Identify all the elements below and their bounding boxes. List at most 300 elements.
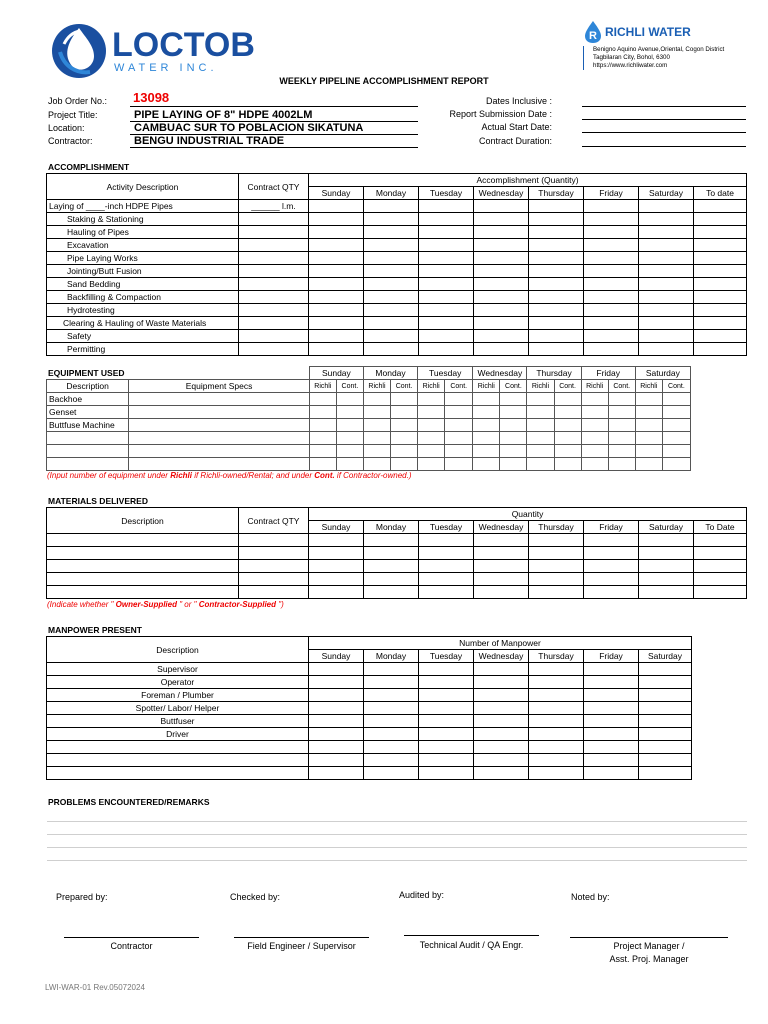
entry-cell[interactable] [527, 406, 554, 419]
entry-cell[interactable] [608, 393, 635, 406]
entry-cell[interactable] [309, 432, 336, 445]
entry-cell[interactable] [309, 702, 364, 715]
entry-cell[interactable] [694, 547, 747, 560]
entry-cell[interactable] [418, 445, 445, 458]
entry-cell[interactable] [639, 547, 694, 560]
entry-cell[interactable] [419, 317, 474, 330]
entry-cell[interactable] [529, 676, 584, 689]
entry-cell[interactable] [309, 560, 364, 573]
entry-cell[interactable] [445, 458, 473, 471]
entry-cell[interactable] [309, 715, 364, 728]
entry-cell[interactable] [129, 445, 310, 458]
entry-cell[interactable] [364, 663, 419, 676]
entry-cell[interactable] [584, 534, 639, 547]
entry-cell[interactable] [47, 573, 239, 586]
entry-cell[interactable] [473, 406, 500, 419]
entry-cell[interactable] [391, 458, 418, 471]
location-value[interactable]: CAMBUAC SUR TO POBLACION SIKATUNA [130, 122, 418, 135]
entry-cell[interactable] [336, 393, 363, 406]
entry-cell[interactable] [418, 432, 445, 445]
entry-cell[interactable] [639, 754, 692, 767]
entry-cell[interactable] [584, 226, 639, 239]
entry-cell[interactable] [694, 278, 747, 291]
entry-cell[interactable] [309, 291, 364, 304]
entry-cell[interactable] [474, 663, 529, 676]
entry-cell[interactable] [309, 547, 364, 560]
entry-cell[interactable] [419, 767, 474, 780]
entry-cell[interactable] [694, 560, 747, 573]
entry-cell[interactable] [364, 239, 419, 252]
entry-cell[interactable] [639, 252, 694, 265]
entry-cell[interactable] [584, 343, 639, 356]
entry-cell[interactable] [500, 445, 527, 458]
entry-cell[interactable] [419, 715, 474, 728]
entry-cell[interactable] [639, 702, 692, 715]
dates-field[interactable] [582, 106, 746, 107]
entry-cell[interactable] [584, 663, 639, 676]
entry-cell[interactable] [309, 767, 364, 780]
entry-cell[interactable] [364, 715, 419, 728]
entry-cell[interactable] [529, 547, 584, 560]
entry-cell[interactable] [639, 330, 694, 343]
entry-cell[interactable] [581, 406, 608, 419]
entry-cell[interactable] [419, 573, 474, 586]
entry-cell[interactable] [554, 445, 581, 458]
entry-cell[interactable] [662, 419, 690, 432]
entry-cell[interactable] [445, 432, 473, 445]
entry-cell[interactable] [364, 534, 419, 547]
entry-cell[interactable] [639, 728, 692, 741]
entry-cell[interactable] [529, 689, 584, 702]
entry-cell[interactable] [419, 278, 474, 291]
entry-cell[interactable] [309, 676, 364, 689]
remarks-line[interactable] [47, 847, 747, 848]
entry-cell[interactable] [309, 317, 364, 330]
entry-cell[interactable] [584, 741, 639, 754]
entry-cell[interactable] [529, 534, 584, 547]
entry-cell[interactable] [529, 754, 584, 767]
entry-cell[interactable] [364, 304, 419, 317]
entry-cell[interactable] [529, 728, 584, 741]
entry-cell[interactable] [527, 445, 554, 458]
entry-cell[interactable] [47, 534, 239, 547]
entry-cell[interactable] [474, 689, 529, 702]
entry-cell[interactable] [474, 676, 529, 689]
entry-cell[interactable] [694, 304, 747, 317]
entry-cell[interactable] [554, 432, 581, 445]
entry-cell[interactable] [584, 265, 639, 278]
entry-cell[interactable] [529, 278, 584, 291]
entry-cell[interactable] [364, 741, 419, 754]
entry-cell[interactable] [363, 406, 390, 419]
entry-cell[interactable] [554, 406, 581, 419]
entry-cell[interactable] [529, 663, 584, 676]
entry-cell[interactable] [662, 458, 690, 471]
entry-cell[interactable] [474, 239, 529, 252]
entry-cell[interactable] [391, 419, 418, 432]
entry-cell[interactable] [635, 432, 662, 445]
entry-cell[interactable] [309, 586, 364, 599]
entry-cell[interactable] [474, 226, 529, 239]
entry-cell[interactable] [363, 432, 390, 445]
entry-cell[interactable] [445, 419, 473, 432]
entry-cell[interactable] [364, 573, 419, 586]
entry-cell[interactable] [364, 213, 419, 226]
entry-cell[interactable] [639, 767, 692, 780]
project-value[interactable]: PIPE LAYING OF 8" HDPE 4002LM [130, 109, 418, 122]
entry-cell[interactable] [129, 432, 310, 445]
entry-cell[interactable] [309, 278, 364, 291]
entry-cell[interactable] [529, 265, 584, 278]
entry-cell[interactable] [581, 432, 608, 445]
entry-cell[interactable] [364, 291, 419, 304]
entry-cell[interactable] [581, 458, 608, 471]
entry-cell[interactable] [336, 406, 363, 419]
entry-cell[interactable] [635, 419, 662, 432]
entry-cell[interactable] [239, 265, 309, 278]
entry-cell[interactable] [336, 432, 363, 445]
entry-cell[interactable] [608, 458, 635, 471]
entry-cell[interactable] [239, 213, 309, 226]
entry-cell[interactable] [419, 702, 474, 715]
entry-cell[interactable] [639, 741, 692, 754]
entry-cell[interactable] [419, 213, 474, 226]
entry-cell[interactable] [309, 458, 336, 471]
entry-cell[interactable] [336, 419, 363, 432]
entry-cell[interactable] [309, 252, 364, 265]
entry-cell[interactable] [529, 586, 584, 599]
entry-cell[interactable] [309, 573, 364, 586]
entry-cell[interactable] [529, 343, 584, 356]
entry-cell[interactable] [474, 291, 529, 304]
entry-cell[interactable] [391, 432, 418, 445]
entry-cell[interactable] [364, 278, 419, 291]
entry-cell[interactable] [391, 406, 418, 419]
entry-cell[interactable] [584, 754, 639, 767]
entry-cell[interactable] [239, 534, 309, 547]
entry-cell[interactable] [529, 226, 584, 239]
entry-cell[interactable] [584, 291, 639, 304]
entry-cell[interactable] [474, 560, 529, 573]
entry-cell[interactable] [474, 534, 529, 547]
signature-line[interactable] [234, 937, 369, 938]
entry-cell[interactable] [419, 534, 474, 547]
entry-cell[interactable] [694, 586, 747, 599]
entry-cell[interactable] [694, 291, 747, 304]
entry-cell[interactable] [662, 393, 690, 406]
entry-cell[interactable] [639, 560, 694, 573]
entry-cell[interactable] [584, 547, 639, 560]
entry-cell[interactable] [419, 689, 474, 702]
entry-cell[interactable] [445, 406, 473, 419]
entry-cell[interactable] [364, 728, 419, 741]
entry-cell[interactable] [473, 458, 500, 471]
entry-cell[interactable] [474, 728, 529, 741]
entry-cell[interactable] [694, 317, 747, 330]
entry-cell[interactable] [309, 213, 364, 226]
entry-cell[interactable] [474, 767, 529, 780]
entry-cell[interactable] [309, 304, 364, 317]
start-field[interactable] [582, 132, 746, 133]
entry-cell[interactable] [584, 767, 639, 780]
entry-cell[interactable] [239, 226, 309, 239]
entry-cell[interactable] [419, 291, 474, 304]
entry-cell[interactable] [694, 213, 747, 226]
entry-cell[interactable] [694, 252, 747, 265]
entry-cell[interactable] [473, 432, 500, 445]
contractor-value[interactable]: BENGU INDUSTRIAL TRADE [130, 135, 418, 148]
entry-cell[interactable] [554, 458, 581, 471]
entry-cell[interactable] [336, 445, 363, 458]
entry-cell[interactable] [584, 676, 639, 689]
entry-cell[interactable] [473, 445, 500, 458]
entry-cell[interactable] [639, 304, 694, 317]
entry-cell[interactable] [584, 702, 639, 715]
entry-cell[interactable] [473, 393, 500, 406]
entry-cell[interactable] [419, 586, 474, 599]
entry-cell[interactable] [500, 406, 527, 419]
entry-cell[interactable] [239, 330, 309, 343]
entry-cell[interactable] [364, 689, 419, 702]
entry-cell[interactable] [419, 343, 474, 356]
entry-cell[interactable] [527, 419, 554, 432]
entry-cell[interactable] [309, 754, 364, 767]
entry-cell[interactable] [662, 445, 690, 458]
entry-cell[interactable] [608, 432, 635, 445]
entry-cell[interactable] [419, 226, 474, 239]
entry-cell[interactable] [391, 393, 418, 406]
entry-cell[interactable] [364, 226, 419, 239]
entry-cell[interactable] [239, 317, 309, 330]
entry-cell[interactable] [364, 767, 419, 780]
entry-cell[interactable] [309, 445, 336, 458]
entry-cell[interactable] [529, 252, 584, 265]
entry-cell[interactable] [639, 213, 694, 226]
entry-cell[interactable] [529, 304, 584, 317]
entry-cell[interactable] [500, 419, 527, 432]
entry-cell[interactable] [309, 741, 364, 754]
entry-cell[interactable] [309, 406, 336, 419]
entry-cell[interactable] [584, 330, 639, 343]
entry-cell[interactable] [529, 573, 584, 586]
entry-cell[interactable] [129, 393, 310, 406]
entry-cell[interactable] [418, 458, 445, 471]
entry-cell[interactable] [239, 239, 309, 252]
entry-cell[interactable] [364, 330, 419, 343]
entry-cell[interactable] [309, 226, 364, 239]
entry-cell[interactable] [419, 754, 474, 767]
entry-cell[interactable] [529, 767, 584, 780]
job-order-value[interactable]: 13098 [133, 90, 170, 105]
entry-cell[interactable] [584, 715, 639, 728]
entry-cell[interactable] [635, 406, 662, 419]
entry-cell[interactable] [418, 419, 445, 432]
entry-cell[interactable] [474, 213, 529, 226]
entry-cell[interactable] [419, 741, 474, 754]
entry-cell[interactable] [635, 458, 662, 471]
entry-cell[interactable] [474, 547, 529, 560]
entry-cell[interactable] [635, 445, 662, 458]
entry-cell[interactable] [694, 265, 747, 278]
entry-cell[interactable] [694, 573, 747, 586]
entry-cell[interactable] [419, 304, 474, 317]
entry-cell[interactable] [418, 406, 445, 419]
entry-cell[interactable] [309, 663, 364, 676]
entry-cell[interactable] [639, 534, 694, 547]
entry-cell[interactable] [309, 239, 364, 252]
entry-cell[interactable] [554, 419, 581, 432]
entry-cell[interactable] [445, 393, 473, 406]
entry-cell[interactable] [47, 560, 239, 573]
entry-cell[interactable] [47, 547, 239, 560]
entry-cell[interactable] [474, 278, 529, 291]
entry-cell[interactable] [419, 330, 474, 343]
submission-field[interactable] [582, 119, 746, 120]
entry-cell[interactable] [474, 573, 529, 586]
entry-cell[interactable] [639, 278, 694, 291]
entry-cell[interactable] [529, 702, 584, 715]
entry-cell[interactable] [639, 689, 692, 702]
entry-cell[interactable] [309, 265, 364, 278]
entry-cell[interactable] [584, 252, 639, 265]
entry-cell[interactable] [363, 419, 390, 432]
entry-cell[interactable] [419, 560, 474, 573]
entry-cell[interactable] [309, 728, 364, 741]
signature-line[interactable] [404, 935, 539, 936]
entry-cell[interactable] [529, 291, 584, 304]
entry-cell[interactable] [639, 317, 694, 330]
entry-cell[interactable] [529, 560, 584, 573]
entry-cell[interactable] [364, 343, 419, 356]
entry-cell[interactable] [364, 586, 419, 599]
entry-cell[interactable] [639, 676, 692, 689]
entry-cell[interactable] [584, 728, 639, 741]
entry-cell[interactable] [364, 702, 419, 715]
entry-cell[interactable] [239, 547, 309, 560]
entry-cell[interactable] [364, 676, 419, 689]
entry-cell[interactable] [419, 728, 474, 741]
entry-cell[interactable] [694, 343, 747, 356]
entry-cell[interactable] [694, 330, 747, 343]
entry-cell[interactable] [474, 741, 529, 754]
entry-cell[interactable] [363, 393, 390, 406]
entry-cell[interactable] [639, 265, 694, 278]
entry-cell[interactable] [529, 741, 584, 754]
entry-cell[interactable] [474, 330, 529, 343]
entry-cell[interactable] [581, 393, 608, 406]
entry-cell[interactable] [581, 419, 608, 432]
entry-cell[interactable] [639, 663, 692, 676]
entry-cell[interactable] [239, 586, 309, 599]
entry-cell[interactable] [639, 343, 694, 356]
entry-cell[interactable] [500, 393, 527, 406]
entry-cell[interactable] [527, 393, 554, 406]
entry-cell[interactable] [639, 715, 692, 728]
remarks-line[interactable] [47, 834, 747, 835]
entry-cell[interactable] [584, 317, 639, 330]
entry-cell[interactable] [419, 252, 474, 265]
entry-cell[interactable] [364, 547, 419, 560]
entry-cell[interactable] [309, 343, 364, 356]
entry-cell[interactable] [527, 458, 554, 471]
entry-cell[interactable] [129, 406, 310, 419]
entry-cell[interactable] [445, 445, 473, 458]
entry-cell[interactable] [584, 304, 639, 317]
entry-cell[interactable] [418, 393, 445, 406]
entry-cell[interactable] [309, 534, 364, 547]
entry-cell[interactable] [309, 393, 336, 406]
entry-cell[interactable] [239, 343, 309, 356]
entry-cell[interactable] [473, 419, 500, 432]
entry-cell[interactable] [584, 213, 639, 226]
entry-cell[interactable] [639, 291, 694, 304]
entry-cell[interactable] [239, 278, 309, 291]
entry-cell[interactable] [364, 560, 419, 573]
entry-cell[interactable] [608, 406, 635, 419]
entry-cell[interactable] [529, 317, 584, 330]
entry-cell[interactable] [500, 432, 527, 445]
qty-cell[interactable]: ______ l.m. [239, 200, 309, 213]
entry-cell[interactable] [239, 573, 309, 586]
entry-cell[interactable] [364, 265, 419, 278]
entry-cell[interactable] [474, 586, 529, 599]
entry-cell[interactable] [47, 586, 239, 599]
entry-cell[interactable] [581, 445, 608, 458]
entry-cell[interactable] [239, 252, 309, 265]
entry-cell[interactable] [529, 213, 584, 226]
entry-cell[interactable] [608, 445, 635, 458]
entry-cell[interactable] [419, 547, 474, 560]
entry-cell[interactable] [336, 458, 363, 471]
entry-cell[interactable] [584, 239, 639, 252]
entry-cell[interactable] [474, 343, 529, 356]
entry-cell[interactable] [364, 754, 419, 767]
entry-cell[interactable] [364, 317, 419, 330]
entry-cell[interactable] [419, 265, 474, 278]
entry-cell[interactable] [635, 393, 662, 406]
entry-cell[interactable] [608, 419, 635, 432]
entry-cell[interactable] [364, 252, 419, 265]
entry-cell[interactable] [239, 560, 309, 573]
entry-cell[interactable] [309, 689, 364, 702]
entry-cell[interactable] [363, 458, 390, 471]
entry-cell[interactable] [554, 393, 581, 406]
entry-cell[interactable] [529, 239, 584, 252]
entry-cell[interactable] [474, 265, 529, 278]
entry-cell[interactable] [694, 226, 747, 239]
entry-cell[interactable] [639, 239, 694, 252]
entry-cell[interactable] [474, 317, 529, 330]
entry-cell[interactable] [529, 715, 584, 728]
entry-cell[interactable] [639, 226, 694, 239]
duration-field[interactable] [582, 146, 746, 147]
entry-cell[interactable] [309, 330, 364, 343]
entry-cell[interactable] [529, 330, 584, 343]
entry-cell[interactable] [584, 560, 639, 573]
entry-cell[interactable] [584, 586, 639, 599]
entry-cell[interactable] [129, 458, 310, 471]
entry-cell[interactable] [239, 291, 309, 304]
entry-cell[interactable] [474, 702, 529, 715]
entry-cell[interactable] [474, 754, 529, 767]
entry-cell[interactable] [391, 445, 418, 458]
entry-cell[interactable] [694, 534, 747, 547]
entry-cell[interactable] [584, 573, 639, 586]
signature-line[interactable] [570, 937, 728, 938]
entry-cell[interactable] [584, 278, 639, 291]
signature-line[interactable] [64, 937, 199, 938]
remarks-line[interactable] [47, 860, 747, 861]
